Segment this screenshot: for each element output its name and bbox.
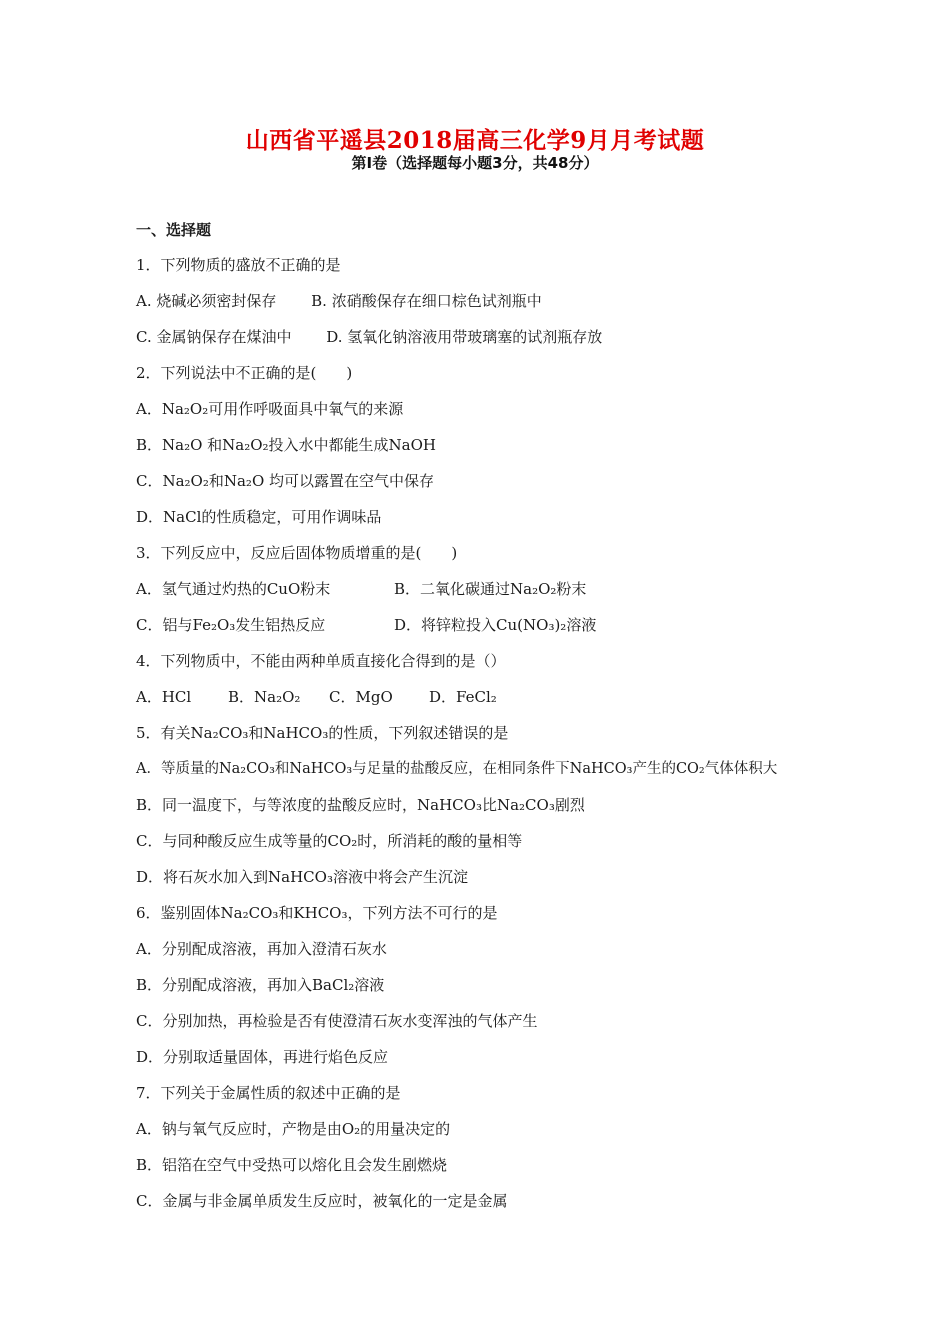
option-1d: D. 氢氧化钠溶液用带玻璃塞的试剂瓶存放 bbox=[326, 328, 603, 346]
option-4c: C．MgO bbox=[329, 688, 393, 706]
option-2a: A．Na₂O₂可用作呼吸面具中氧气的来源 bbox=[136, 400, 404, 418]
option-2c: C．Na₂O₂和Na₂O 均可以露置在空气中保存 bbox=[136, 472, 435, 490]
question-3-options-ab bbox=[136, 579, 586, 599]
option-4b: B．Na₂O₂ bbox=[228, 688, 301, 706]
question-4-stem: 4．下列物质中，不能由两种单质直接化合得到的是（） bbox=[136, 652, 506, 670]
question-3-stem: 3．下列反应中，反应后固体物质增重的是( ) bbox=[136, 544, 458, 562]
option-3c: C．铝与Fe₂O₃发生铝热反应 bbox=[136, 616, 326, 634]
option-1b: B. 浓硝酸保存在细口棕色试剂瓶中 bbox=[311, 292, 542, 310]
option-3d: D．将锌粒投入Cu(NO₃)₂溶液 bbox=[394, 616, 597, 634]
exam-title: 山西省平遥县2018届高三化学9月月考试题 bbox=[245, 127, 705, 154]
option-2d: D．NaCl的性质稳定，可用作调味品 bbox=[136, 508, 382, 526]
question-7-stem: 7．下列关于金属性质的叙述中正确的是 bbox=[136, 1084, 401, 1102]
question-2-stem: 2．下列说法中不正确的是( ) bbox=[136, 364, 353, 382]
option-6d: D．分别取适量固体，再进行焰色反应 bbox=[136, 1048, 389, 1066]
option-7c: C．金属与非金属单质发生反应时，被氧化的一定是金属 bbox=[136, 1192, 508, 1210]
option-5c: C．与同种酸反应生成等量的CO₂时，所消耗的酸的量相等 bbox=[136, 832, 523, 850]
option-1c: C. 金属钠保存在煤油中 bbox=[136, 328, 292, 346]
question-6-stem: 6．鉴别固体Na₂CO₃和KHCO₃，下列方法不可行的是 bbox=[136, 904, 498, 922]
exam-subtitle: 第Ⅰ卷（选择题每小题3分，共48分） bbox=[351, 154, 599, 172]
question-5-stem: 5．有关Na₂CO₃和NaHCO₃的性质，下列叙述错误的是 bbox=[136, 724, 509, 742]
option-3b: B．二氧化碳通过Na₂O₂粉末 bbox=[394, 580, 587, 598]
option-6a: A．分别配成溶液，再加入澄清石灰水 bbox=[136, 940, 387, 958]
question-1-stem: 1．下列物质的盛放不正确的是 bbox=[136, 256, 341, 274]
option-7a: A．钠与氧气反应时，产物是由O₂的用量决定的 bbox=[136, 1120, 451, 1138]
section-heading: 一、选择题 bbox=[136, 221, 212, 239]
option-7b: B．铝箔在空气中受热可以熔化且会发生剧燃烧 bbox=[136, 1156, 448, 1174]
option-2b: B．Na₂O 和Na₂O₂投入水中都能生成NaOH bbox=[136, 436, 437, 454]
option-5a: A．等质量的Na₂CO₃和NaHCO₃与足量的盐酸反应，在相同条件下NaHCO₃产生的CO₂气体体积大 bbox=[136, 761, 778, 777]
question-1-options-cd bbox=[136, 327, 602, 347]
option-5b: B．同一温度下，与等浓度的盐酸反应时，NaHCO₃比Na₂CO₃剧烈 bbox=[136, 796, 585, 814]
option-4a: A．HCl bbox=[136, 688, 192, 706]
option-3a: A．氢气通过灼热的CuO粉末 bbox=[136, 580, 331, 598]
option-4d: D．FeCl₂ bbox=[429, 688, 497, 706]
question-4-options bbox=[136, 687, 497, 707]
option-6b: B．分别配成溶液，再加入BaCl₂溶液 bbox=[136, 976, 385, 994]
question-1-options-ab bbox=[136, 291, 542, 311]
question-3-options-cd bbox=[136, 615, 596, 635]
option-1a: A. 烧碱必须密封保存 bbox=[136, 292, 277, 310]
option-6c: C．分别加热，再检验是否有使澄清石灰水变浑浊的气体产生 bbox=[136, 1012, 538, 1030]
option-5d: D．将石灰水加入到NaHCO₃溶液中将会产生沉淀 bbox=[136, 868, 468, 886]
